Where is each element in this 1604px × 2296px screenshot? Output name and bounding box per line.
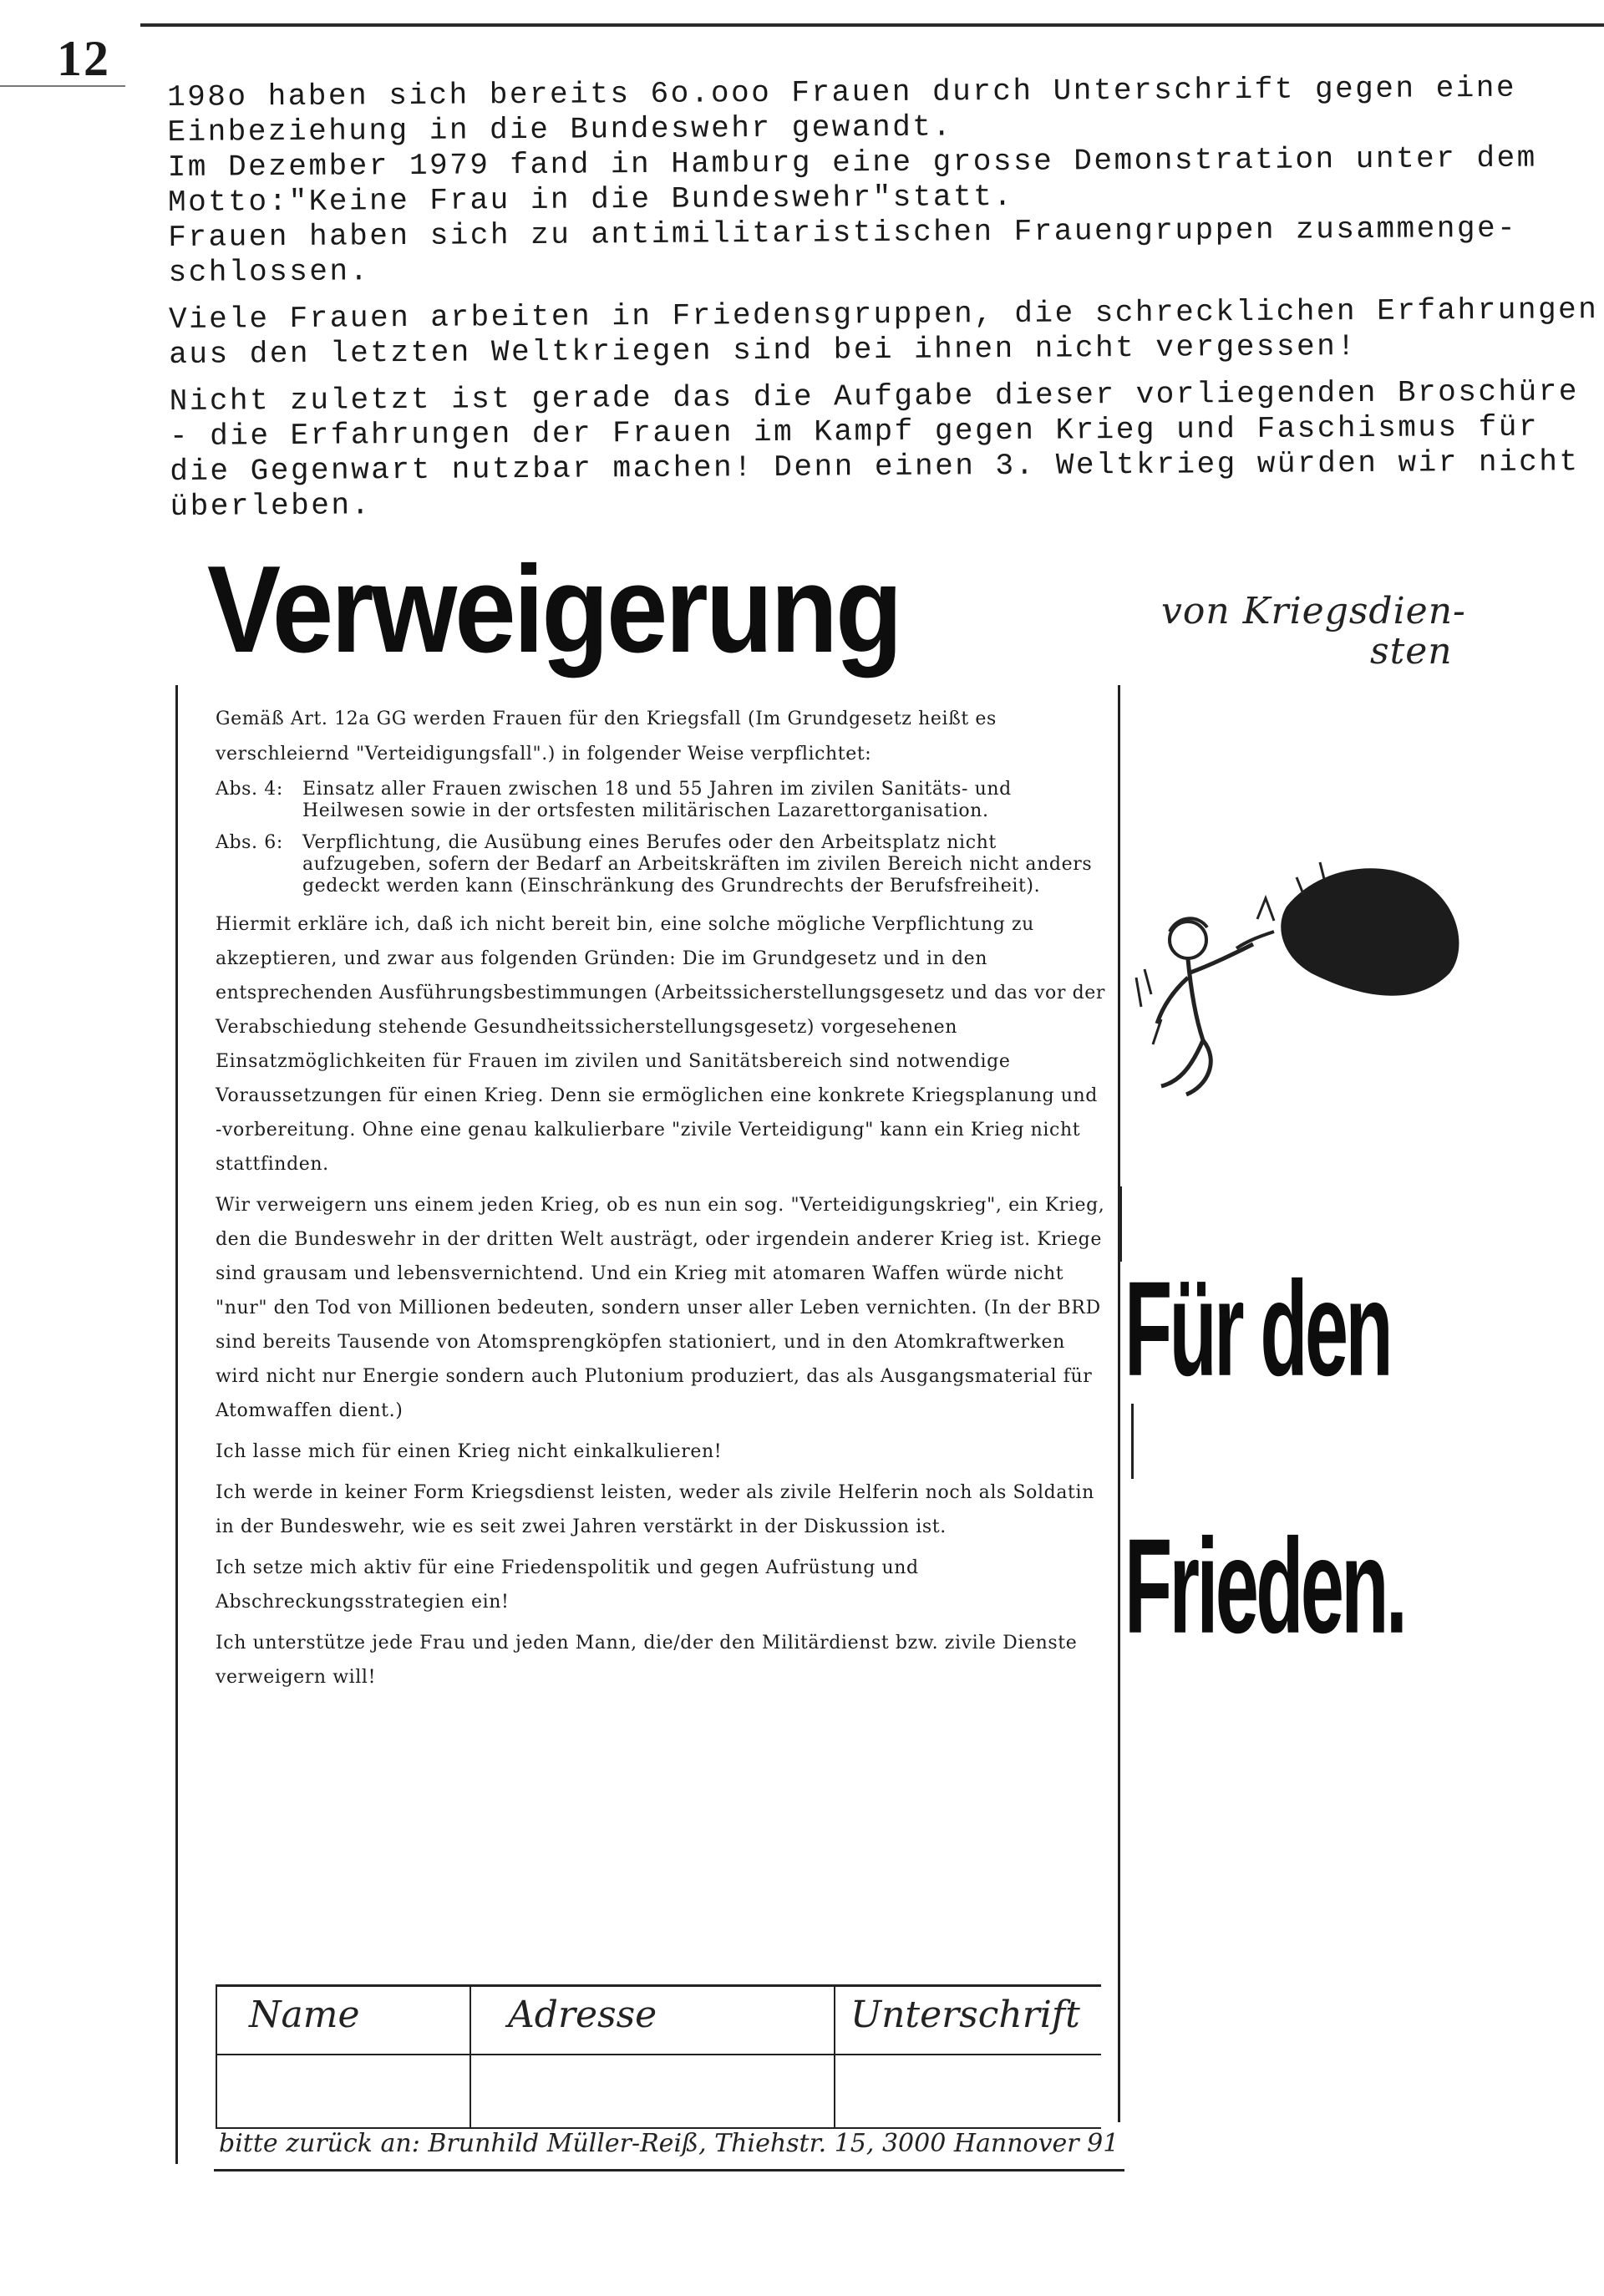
intro-paragraph-2 (168, 292, 1599, 373)
intro-line: 198o haben sich bereits 6o.ooo Frauen durch Unterschrift gegen eine (167, 70, 1517, 114)
form-abs-6 (216, 832, 1109, 897)
return-rule (214, 2169, 1124, 2172)
intro-line: Frauen haben sich zu antimilitaristischen Frauengruppen zusammenge- (168, 211, 1518, 255)
form-paragraph: Ich setze mich aktiv für eine Friedenspolitik und gegen Aufrüstung und Abschreckungsstrategien ein! (216, 1557, 919, 1613)
form-abs-4 (216, 779, 1109, 822)
subheadline (1161, 592, 1529, 672)
intro-text (167, 70, 1599, 536)
slogan-line-2: Frieden. (1124, 1511, 1405, 1663)
refusal-form (216, 702, 1109, 1701)
intro-line: Nicht zuletzt ist gerade das die Aufgabe dieser vorliegenden Broschüre (169, 374, 1580, 419)
divider-line (1119, 1186, 1122, 1262)
form-paragraph: Hiermit erkläre ich, daß ich nicht bereit bin, eine solche mögliche Verpflichtung zu akzeptieren, und zwar aus folgenden Gründen: Die im Grundgesetz und in den entsprechenden Ausführungsbestimmungen (Arbeitssicherstellungsgesetz und das vor der Verabschiedung stehende Gesundheitssicherstellungsgesetz) vorgesehenen Einsatzmöglichkeiten für Frauen im zivilen und Sanitätsbereich sind notwendige Voraussetzungen für einen Krieg. Denn sie ermöglichen eine konkrete Kriegsplanung und -vorbereitung. Ohne eine genau kalkulierbare "zivile Verteidigung" kann ein Krieg nicht stattfinden. (216, 914, 1106, 1175)
return-address: bitte zurück an: Brunhild Müller-Reiß, Thiehstr. 15, 3000 Hannover 91 (219, 2129, 1119, 2158)
intro-paragraph-3 (169, 374, 1580, 525)
signature-signature-field[interactable]: Unterschrift (850, 1994, 1080, 2036)
headline: Verweigerung (207, 540, 901, 678)
signature-column-line (834, 1987, 835, 2127)
signature-column-line (470, 1987, 471, 2127)
signature-row-line (216, 2054, 1101, 2055)
abs-text: Verpflichtung, die Ausübung eines Berufes oder den Arbeitsplatz nicht aufzugeben, sofern der Bedarf an Arbeitskräften im zivilen Bereich nicht anders gedeckt werden kann (Einschränkung des Grundrechts der Berufsfreiheit). (302, 832, 1093, 897)
cartoon-illustration (1111, 827, 1470, 1128)
intro-line: - die Erfahrungen der Frauen im Kampf gegen Krieg und Faschismus für (169, 409, 1540, 454)
form-intro: Gemäß Art. 12a GG werden Frauen für den Kriegsfall (Im Grundgesetz heißt es verschleiernd "Verteidigungsfall".) in folgender Weise verpflichtet: (216, 709, 997, 764)
divider-line (1131, 1404, 1134, 1479)
form-paragraph: Ich werde in keiner Form Kriegsdienst leisten, weder als zivile Helferin noch als Soldatin in der Bundeswehr, wie es seit zwei Jahren verstärkt in der Diskussion ist. (216, 1482, 1094, 1537)
form-paragraph: Ich lasse mich für einen Krieg nicht einkalkulieren! (216, 1441, 723, 1462)
page-number: 12 (57, 31, 110, 86)
intro-line: schlossen. (168, 254, 370, 290)
intro-line: Motto:"Keine Frau in die Bundeswehr"statt. (167, 179, 1014, 220)
intro-line: Im Dezember 1979 fand in Hamburg eine grosse Demonstration unter dem (167, 140, 1537, 185)
intro-paragraph-1 (167, 71, 1539, 291)
abs-text: Einsatz aller Frauen zwischen 18 und 55 Jahren im zivilen Sanitäts- und Heilwesen sowie in der ortsfesten militärischen Lazarettorganisation. (302, 779, 1012, 821)
subheadline-line-1: von Kriegsdien- (1161, 590, 1466, 632)
top-rule (140, 23, 1604, 27)
intro-line: die Gegenwart nutzbar machen! Denn einen 3. Weltkrieg würden wir nicht (170, 444, 1580, 489)
form-paragraph: Wir verweigern uns einem jeden Krieg, ob es nun ein sog. "Verteidigungskrieg", ein Krieg, den die Bundeswehr in der dritten Welt austrägt, oder irgendein anderer Krieg ist. Kriege sind grausam und lebensvernichtend. Und ein Krieg mit atomaren Waffen würde nicht "nur" den Tod von Millionen bedeuten, sondern unser aller Leben vernichten. (In der BRD sind bereits Tausende von Atomsprengköpfen stationiert, und in den Atomkraftwerken wird nicht nur Energie sondern auch Plutonium produziert, das als Ausgangsmaterial für Atomwaffen dient.) (216, 1195, 1105, 1421)
signature-table (216, 1984, 1101, 2129)
signature-address-field[interactable]: Adresse (508, 1994, 657, 2036)
intro-line: Viele Frauen arbeiten in Friedensgruppen, die schrecklichen Erfahrungen (168, 292, 1599, 337)
abs-label: Abs. 4: (216, 779, 283, 800)
slogan-line-1: Für den (1124, 1254, 1390, 1405)
intro-line: Einbeziehung in die Bundeswehr gewandt. (167, 109, 953, 150)
form-paragraph: Ich unterstütze jede Frau und jeden Mann, die/der den Militärdienst bzw. zivile Dienste verweigern will! (216, 1633, 1078, 1688)
abs-label: Abs. 6: (216, 832, 283, 853)
intro-line: überleben. (170, 488, 372, 524)
signature-column-line (216, 1987, 217, 2127)
signature-name-field[interactable]: Name (249, 1994, 360, 2036)
intro-line: aus den letzten Weltkriegen sind bei ihnen nicht vergessen! (169, 329, 1358, 372)
subheadline-line-2: sten (1370, 630, 1453, 673)
